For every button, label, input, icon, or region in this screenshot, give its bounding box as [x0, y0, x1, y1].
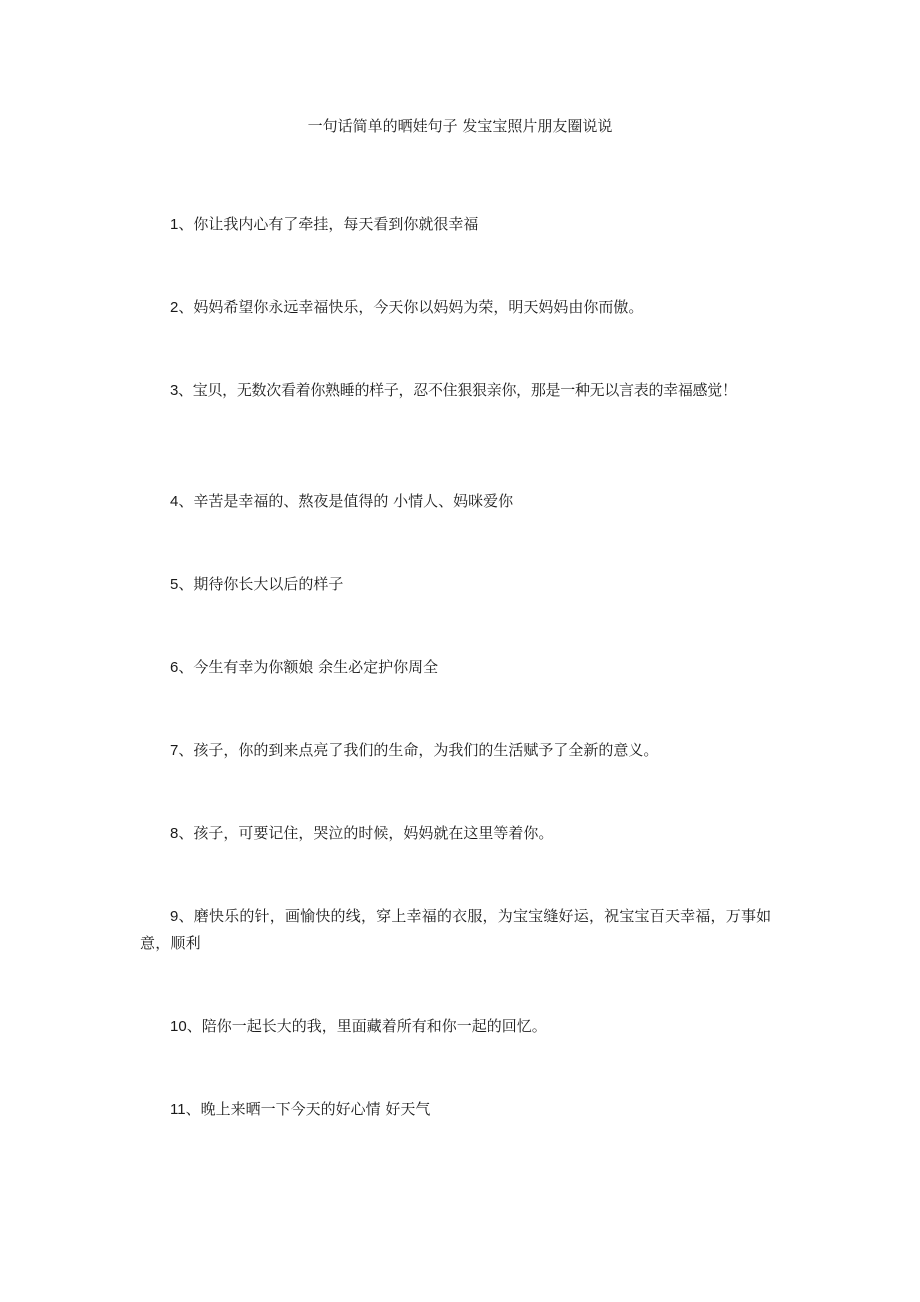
item-text: 、妈妈希望你永远幸福快乐，今天你以妈妈为荣，明天妈妈由你而傲。 [178, 298, 644, 316]
item-number: 9 [170, 908, 179, 925]
list-item-8 [140, 820, 782, 847]
list-item-3 [140, 377, 782, 404]
item-text: 、晚上来晒一下今天的好心情 好天气 [185, 1100, 431, 1118]
document-title: 一句话简单的晒娃句子 发宝宝照片朋友圈说说 [307, 117, 613, 135]
item-number: 2 [170, 299, 179, 316]
list-item-4 [140, 488, 782, 515]
item-number: 5 [170, 576, 179, 593]
item-number: 8 [170, 825, 179, 842]
item-number: 7 [170, 742, 179, 759]
list-item-5 [140, 571, 782, 598]
list-item-6 [140, 654, 782, 681]
item-number: 1 [170, 216, 179, 233]
item-text: 、期待你长大以后的样子 [178, 575, 344, 593]
item-number: 11 [170, 1101, 186, 1118]
list-item-7 [140, 737, 782, 764]
item-text: 、孩子，你的到来点亮了我们的生命，为我们的生活赋予了全新的意义。 [178, 741, 659, 759]
item-text: 、磨快乐的针，画愉快的线，穿上幸福的衣服，为宝宝缝好运，祝宝宝百天幸福，万事如意，顺利 [140, 907, 772, 952]
list-item-2 [140, 294, 782, 321]
list-item-1 [140, 211, 782, 238]
item-text: 、宝贝，无数次看着你熟睡的样子，忍不住狠狠亲你，那是一种无以言表的幸福感觉！ [178, 381, 737, 399]
item-number: 4 [170, 493, 179, 510]
item-number: 3 [170, 382, 179, 399]
item-text: 、孩子，可要记住，哭泣的时候，妈妈就在这里等着你。 [178, 824, 554, 842]
item-number: 6 [170, 659, 179, 676]
item-text: 、今生有幸为你额娘 余生必定护你周全 [178, 658, 439, 676]
list-item-10 [140, 1013, 782, 1040]
item-text: 、你让我内心有了牵挂，每天看到你就很幸福 [178, 215, 479, 233]
item-text: 、陪你一起长大的我，里面藏着所有和你一起的回忆。 [186, 1017, 547, 1035]
item-number: 10 [170, 1018, 187, 1035]
list-item-11 [140, 1096, 782, 1123]
item-text: 、辛苦是幸福的、熬夜是值得的 小情人、妈咪爱你 [178, 492, 514, 510]
list-item-9 [140, 903, 782, 956]
